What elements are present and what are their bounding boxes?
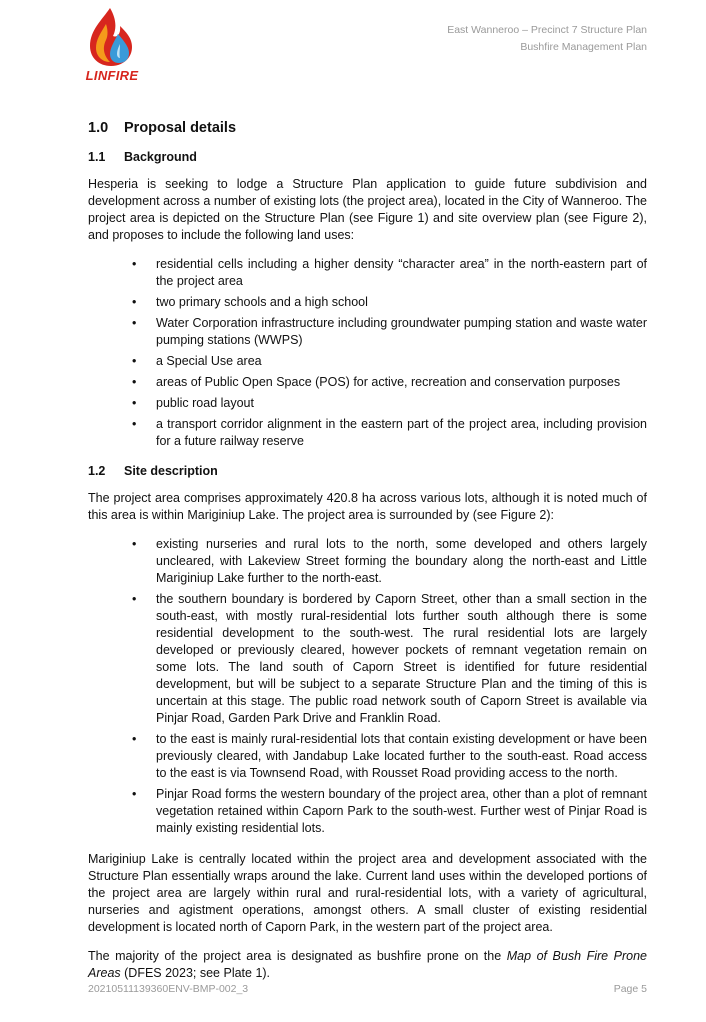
logo-wordmark: LINFIRE [85,68,139,83]
list-item: • existing nurseries and rural lots to the north, some developed and others largely uncleared, with Lakeview Street forming the boundary along the north-east and Little Mariginiup Lake further to the north-east. [132,537,647,585]
header-document-title: Bushfire Management Plan [520,41,647,53]
surroundings-list [88,536,647,837]
running-header [447,22,647,56]
list-item: • areas of Public Open Space (POS) for active, recreation and conservation purposes [132,375,621,389]
list-item: • a Special Use area [132,354,262,368]
land-use-list [88,256,647,450]
bullet-icon: • [132,257,137,271]
page-body [88,120,647,994]
section-number: 1.0 [88,120,109,136]
bullet-icon: • [132,592,137,606]
page-footer [88,983,647,995]
map-title: Map of Bush Fire Prone Areas [88,949,647,980]
list-item: • Water Corporation infrastructure including groundwater pumping station and waste water pumping stations (WWPS) [132,316,647,347]
list-item: • residential cells including a higher density “character area” in the north-eastern part of the project area [132,257,647,288]
bullet-icon: • [132,295,137,309]
bullet-icon: • [132,732,137,746]
lake-paragraph: Mariginiup Lake is centrally located within the project area and development associated with the Structure Plan essentially wraps around the lake. Current land uses within the developed portions of the project area are largely within rural and rural-residential lots, with a variety of agricultural, nurseries and agistment operations, amongst others. A small cluster of existing residential development is located north of Caporn Park, in the western part of the project area. [88,852,647,934]
list-item: • Pinjar Road forms the western boundary of the project area, other than a plot of remnant vegetation retained within Caporn Park to the south-west. Further west of Pinjar Road is mainly existing residential lots. [132,787,647,835]
list-item: • the southern boundary is bordered by Caporn Street, other than a small section in the south-east, with mostly rural-residential lots further south although there is some residential development to the south-west. The rural residential lots are largely developed or previously cleared, however pockets of remnant vegetation remain on some lots. The land south of Caporn Street is identified for future residential development, but will be subject to a separate Structure Plan and the timing of this is uncertain at this stage. The public road network south of Caporn Street is available via Pinjar Road, Garden Park Drive and Franklin Road. [132,592,647,725]
list-item: • to the east is mainly rural-residential lots that contain existing development or have been previously cleared, with Jandabup Lake located further to the south-east. Road access to the east is via Townsend Road, with Rousset Road providing access to the north. [132,732,647,780]
list-item: • a transport corridor alignment in the eastern part of the project area, including provision for a future railway reserve [132,417,647,448]
list-item: • public road layout [132,396,254,410]
bullet-icon: • [132,417,137,431]
section-title: Background [124,150,197,164]
bullet-icon: • [132,787,137,801]
linfire-logo [84,6,140,82]
section-heading-1-2 [88,464,647,478]
bullet-icon: • [132,375,137,389]
bullet-icon: • [132,354,137,368]
bullet-icon: • [132,537,137,551]
site-description-paragraph: The project area comprises approximately 420.8 ha across various lots, although it is noted much of this area is within Mariginiup Lake. The project area is surrounded by (see Figure 2): [88,491,647,522]
background-paragraph: Hesperia is seeking to lodge a Structure Plan application to guide future subdivision and development across a number of existing lots (the project area), located in the City of Wanneroo. The project area is depicted on the Structure Plan (see Figure 1) and site overview plan (see Figure 2), and proposes to include the following land uses: [88,177,647,242]
bushfire-prone-paragraph: The majority of the project area is designated as bushfire prone on the Map of Bush Fire Prone Areas (DFES 2023; see Plate 1). [88,949,647,980]
section-title: Proposal details [124,120,237,136]
section-number: 1.1 [88,150,106,164]
list-item: • two primary schools and a high school [132,295,368,309]
section-heading-1-1 [88,150,647,164]
document-id: 20210511139360ENV-BMP-002_3 [88,983,249,995]
section-number: 1.2 [88,464,106,478]
bullet-icon: • [132,396,137,410]
header-project-title: East Wanneroo – Precinct 7 Structure Plan [447,24,647,36]
page-number: Page 5 [613,983,647,995]
bullet-icon: • [132,316,137,330]
section-heading-1-0 [88,120,647,136]
section-title: Site description [124,464,218,478]
flame-droplet-icon [84,6,140,68]
